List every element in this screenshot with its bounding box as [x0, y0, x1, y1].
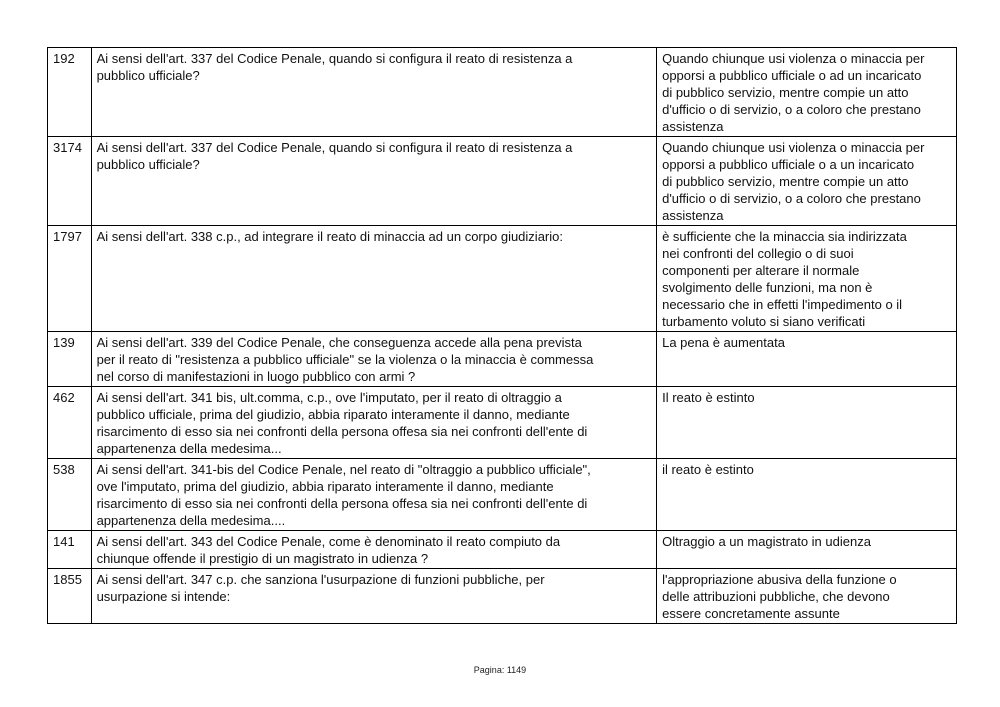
table-row — [48, 387, 957, 459]
answer-cell: il reato è estinto — [657, 459, 957, 531]
table-row — [48, 332, 957, 387]
question-cell: Ai sensi dell'art. 343 del Codice Penale, come è denominato il reato compiuto da chiunque offende il prestigio di un magistrato in udienza ? — [91, 531, 657, 569]
answer-cell: l'appropriazione abusiva della funzione o delle attribuzioni pubbliche, che devono essere concretamente assunte — [657, 569, 957, 624]
answer-cell: Il reato è estinto — [657, 387, 957, 459]
question-cell: Ai sensi dell'art. 347 c.p. che sanziona l'usurpazione di funzioni pubbliche, per usurpazione si intende: — [91, 569, 657, 624]
question-cell: Ai sensi dell'art. 339 del Codice Penale, che conseguenza accede alla pena prevista per il reato di "resistenza a pubblico ufficiale" se la violenza o la minaccia è commessa nel corso di manifestazioni in luogo pubblico con armi ? — [91, 332, 657, 387]
answer-cell: Quando chiunque usi violenza o minaccia per opporsi a pubblico ufficiale o a un incaricato di pubblico servizio, mentre compie un atto d'ufficio o di servizio, o a coloro che prestano assistenza — [657, 137, 957, 226]
quiz-table — [47, 47, 957, 624]
question-id-cell: 192 — [48, 48, 92, 137]
question-id-cell: 1855 — [48, 569, 92, 624]
question-cell: Ai sensi dell'art. 338 c.p., ad integrare il reato di minaccia ad un corpo giudiziario: — [91, 226, 657, 332]
question-cell: Ai sensi dell'art. 341 bis, ult.comma, c.p., ove l'imputato, per il reato di oltraggio a pubblico ufficiale, prima del giudizio, abbia riparato interamente il danno, mediante risarcimento di esso sia nei confronti della persona offesa sia nei confronti dell'ente di appartenenza della medesima... — [91, 387, 657, 459]
question-id-cell: 1797 — [48, 226, 92, 332]
table-row — [48, 569, 957, 624]
table-row — [48, 48, 957, 137]
answer-cell: Oltraggio a un magistrato in udienza — [657, 531, 957, 569]
answer-cell: Quando chiunque usi violenza o minaccia per opporsi a pubblico ufficiale o ad un incaricato di pubblico servizio, mentre compie un atto d'ufficio o di servizio, o a coloro che prestano assistenza — [657, 48, 957, 137]
table-row — [48, 459, 957, 531]
table-row — [48, 531, 957, 569]
answer-cell: La pena è aumentata — [657, 332, 957, 387]
question-cell: Ai sensi dell'art. 337 del Codice Penale, quando si configura il reato di resistenza a pubblico ufficiale? — [91, 137, 657, 226]
table-row — [48, 226, 957, 332]
question-cell: Ai sensi dell'art. 341-bis del Codice Penale, nel reato di "oltraggio a pubblico ufficiale", ove l'imputato, prima del giudizio, abbia riparato interamente il danno, mediante risarcimento di esso sia nei confronti della persona offesa sia nei confronti dell'ente di appartenenza della medesima.... — [91, 459, 657, 531]
question-id-cell: 3174 — [48, 137, 92, 226]
answer-cell: è sufficiente che la minaccia sia indirizzata nei confronti del collegio o di suoi componenti per alterare il normale svolgimento delle funzioni, ma non è necessario che in effetti l'impedimento o il turbamento voluto si siano verificati — [657, 226, 957, 332]
quiz-table-body — [48, 48, 957, 624]
question-cell: Ai sensi dell'art. 337 del Codice Penale, quando si configura il reato di resistenza a pubblico ufficiale? — [91, 48, 657, 137]
question-id-cell: 139 — [48, 332, 92, 387]
question-id-cell: 141 — [48, 531, 92, 569]
table-row — [48, 137, 957, 226]
question-id-cell: 462 — [48, 387, 92, 459]
question-id-cell: 538 — [48, 459, 92, 531]
page-number: Pagina: 1149 — [473, 665, 527, 675]
